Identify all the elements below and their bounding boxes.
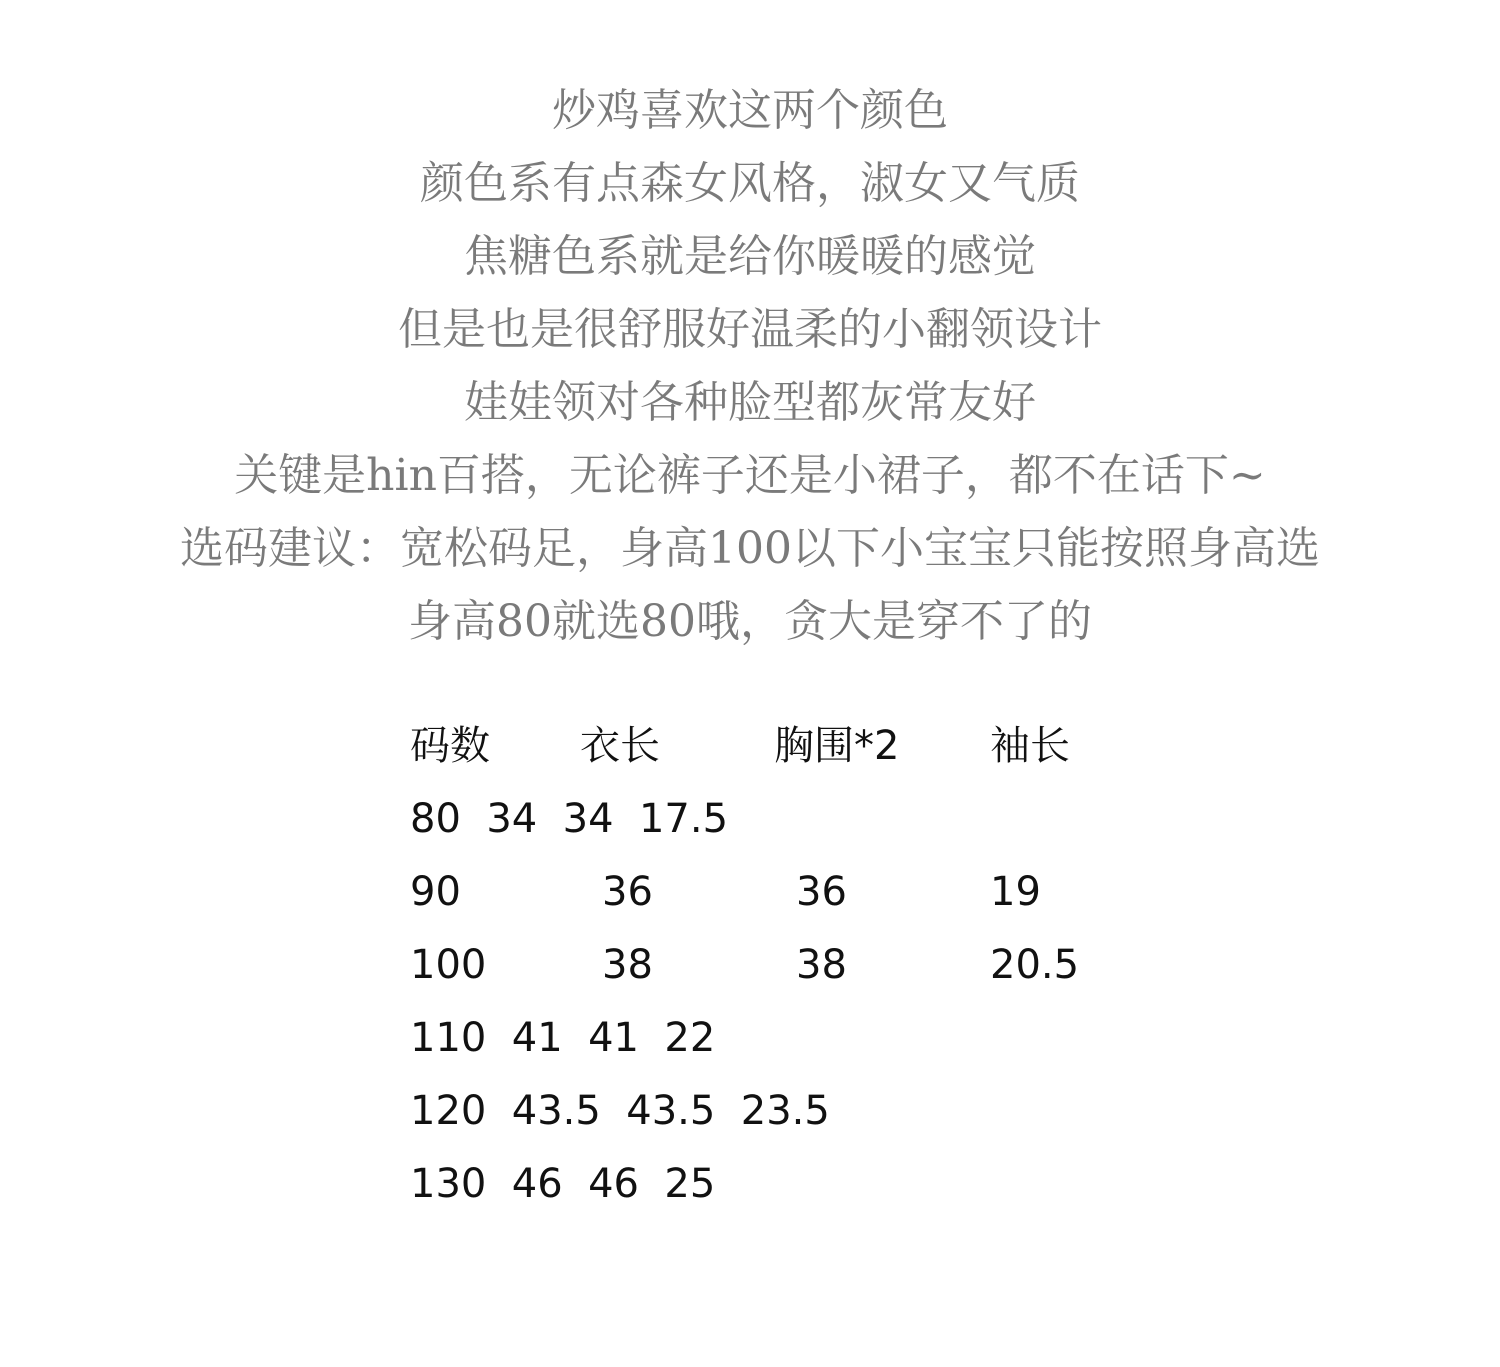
description-line: 但是也是很舒服好温柔的小翻领设计 [398, 304, 1102, 355]
description-line: 娃娃领对各种脸型都灰常友好 [464, 377, 1036, 428]
chest-cell: 36 [796, 869, 847, 915]
size-cell: 100 [410, 942, 487, 988]
description-line: 身高80就选80哦，贪大是穿不了的 [408, 596, 1092, 647]
size-cell: 90 [410, 869, 461, 915]
length-cell: 36 [602, 869, 653, 915]
chest-cell: 38 [796, 942, 847, 988]
size-row-text: 80 34 34 17.5 [410, 796, 729, 842]
sleeve-cell: 20.5 [990, 942, 1080, 988]
description-line: 颜色系有点森女风格，淑女又气质 [420, 158, 1080, 209]
size-chart [410, 710, 1080, 1221]
header-chest: 胸围*2 [774, 723, 900, 769]
header-length: 衣长 [580, 723, 660, 769]
header-sleeve: 袖长 [990, 723, 1070, 769]
size-row [410, 783, 729, 856]
description-line: 炒鸡喜欢这两个颜色 [552, 85, 948, 136]
description-line: 关键是hin百搭，无论裤子还是小裙子，都不在话下~ [234, 450, 1266, 501]
sleeve-cell: 19 [990, 869, 1041, 915]
length-cell: 38 [602, 942, 653, 988]
size-row-text: 110 41 41 22 [410, 1015, 716, 1061]
size-row [410, 1002, 716, 1075]
size-row [410, 929, 1080, 1002]
size-row-text: 130 46 46 25 [410, 1161, 716, 1207]
description-line: 焦糖色系就是给你暖暖的感觉 [464, 231, 1036, 282]
size-row [410, 1148, 716, 1221]
description-line: 选码建议：宽松码足，身高100以下小宝宝只能按照身高选 [180, 523, 1320, 574]
size-chart-header [410, 710, 1070, 783]
product-description [0, 74, 1500, 658]
size-row [410, 856, 1041, 929]
size-row-text: 120 43.5 43.5 23.5 [410, 1088, 830, 1134]
header-size: 码数 [410, 723, 490, 769]
size-row [410, 1075, 830, 1148]
